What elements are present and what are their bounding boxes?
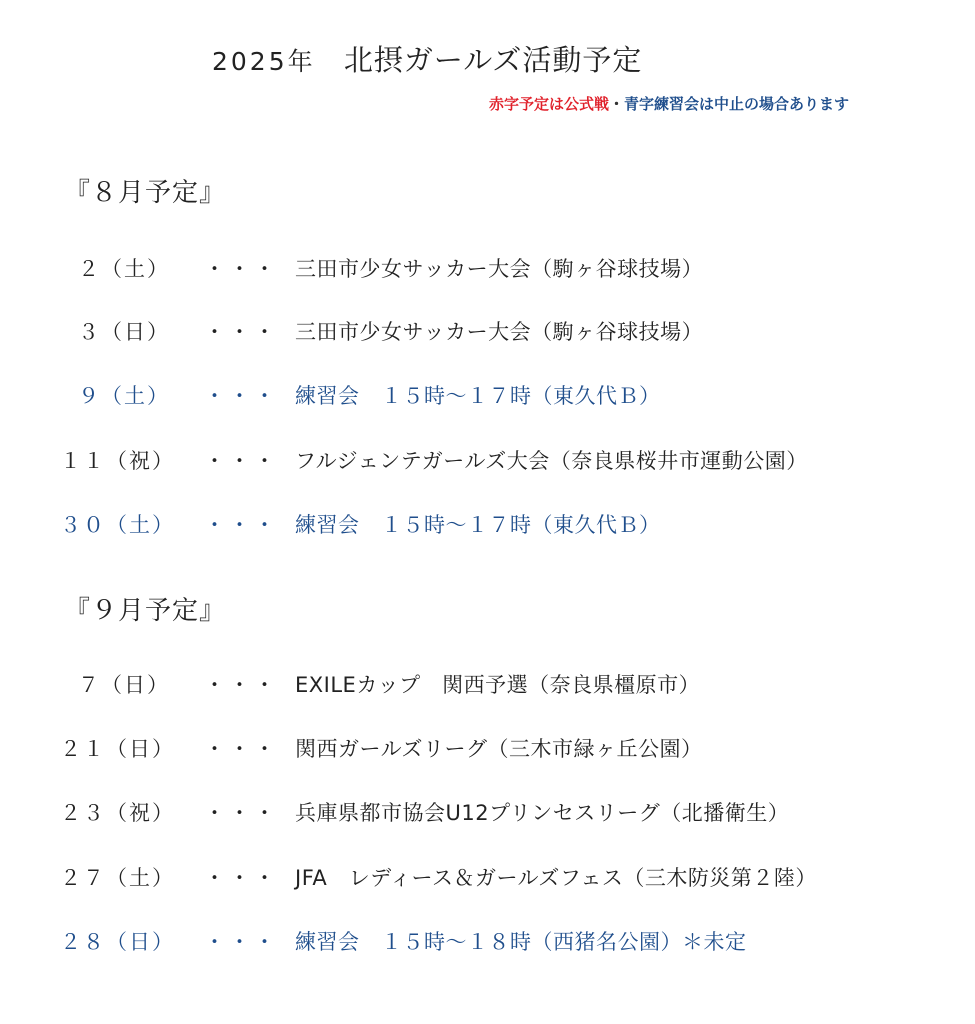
schedule-row-practice: [0, 926, 975, 960]
row-dots: ・・・: [204, 673, 279, 697]
row-description: JFA レディース＆ガールズフェス（三木防災第２陸）: [295, 866, 817, 890]
legend-separator: ・: [609, 95, 625, 113]
legend-red-official: 赤字予定は公式戦: [489, 95, 610, 113]
schedule-row-practice: [0, 380, 975, 414]
row-dots: ・・・: [204, 513, 279, 537]
title-year: 2025年: [212, 47, 316, 76]
section-heading-september: 『９月予定』: [64, 596, 227, 626]
title-main: 北摂ガールズ活動予定: [343, 43, 643, 77]
row-date: ２１（日）: [60, 737, 175, 761]
row-description: 兵庫県都市協会U12プリンセスリーグ（北播衛生）: [295, 801, 790, 825]
row-dots: ・・・: [204, 384, 279, 408]
row-dots: ・・・: [204, 449, 279, 473]
row-date: ７（日）: [78, 673, 170, 697]
page-title: [212, 38, 642, 79]
row-dots: ・・・: [204, 320, 279, 344]
row-dots: ・・・: [204, 737, 279, 761]
schedule-row: [0, 445, 975, 479]
row-dots: ・・・: [204, 257, 279, 281]
row-description: 練習会 １５時～１８時（西猪名公園）＊未定: [295, 930, 747, 954]
row-date: ２８（日）: [60, 930, 175, 954]
row-dots: ・・・: [204, 930, 279, 954]
row-date: ３０（土）: [60, 513, 175, 537]
row-date: ３（日）: [78, 320, 170, 344]
row-dots: ・・・: [204, 801, 279, 825]
schedule-row-practice: [0, 509, 975, 543]
schedule-row: [0, 669, 975, 703]
schedule-row: [0, 733, 975, 767]
row-description: 練習会 １５時～１７時（東久代Ｂ）: [295, 513, 661, 537]
section-heading-august: 『８月予定』: [64, 178, 227, 208]
schedule-row: [0, 797, 975, 831]
row-date: ９（土）: [78, 384, 170, 408]
schedule-row: [0, 316, 975, 350]
legend-blue-practice: 青字練習会は中止の場合あります: [624, 95, 850, 113]
schedule-row: [0, 253, 975, 287]
row-description: 三田市少女サッカー大会（駒ヶ谷球技場）: [295, 320, 704, 344]
schedule-row: [0, 862, 975, 896]
row-dots: ・・・: [204, 866, 279, 890]
row-description: フルジェンテガールズ大会（奈良県桜井市運動公園）: [295, 449, 808, 473]
row-description: EXILEカップ 関西予選（奈良県橿原市）: [295, 673, 701, 697]
row-date: ２３（祝）: [60, 801, 175, 825]
row-date: １１（祝）: [60, 449, 175, 473]
row-date: ２７（土）: [60, 866, 175, 890]
row-description: 三田市少女サッカー大会（駒ヶ谷球技場）: [295, 257, 704, 281]
row-date: ２（土）: [78, 257, 170, 281]
row-description: 関西ガールズリーグ（三木市緑ヶ丘公園）: [295, 737, 703, 761]
color-legend: [489, 93, 849, 114]
row-description: 練習会 １５時～１７時（東久代Ｂ）: [295, 384, 661, 408]
